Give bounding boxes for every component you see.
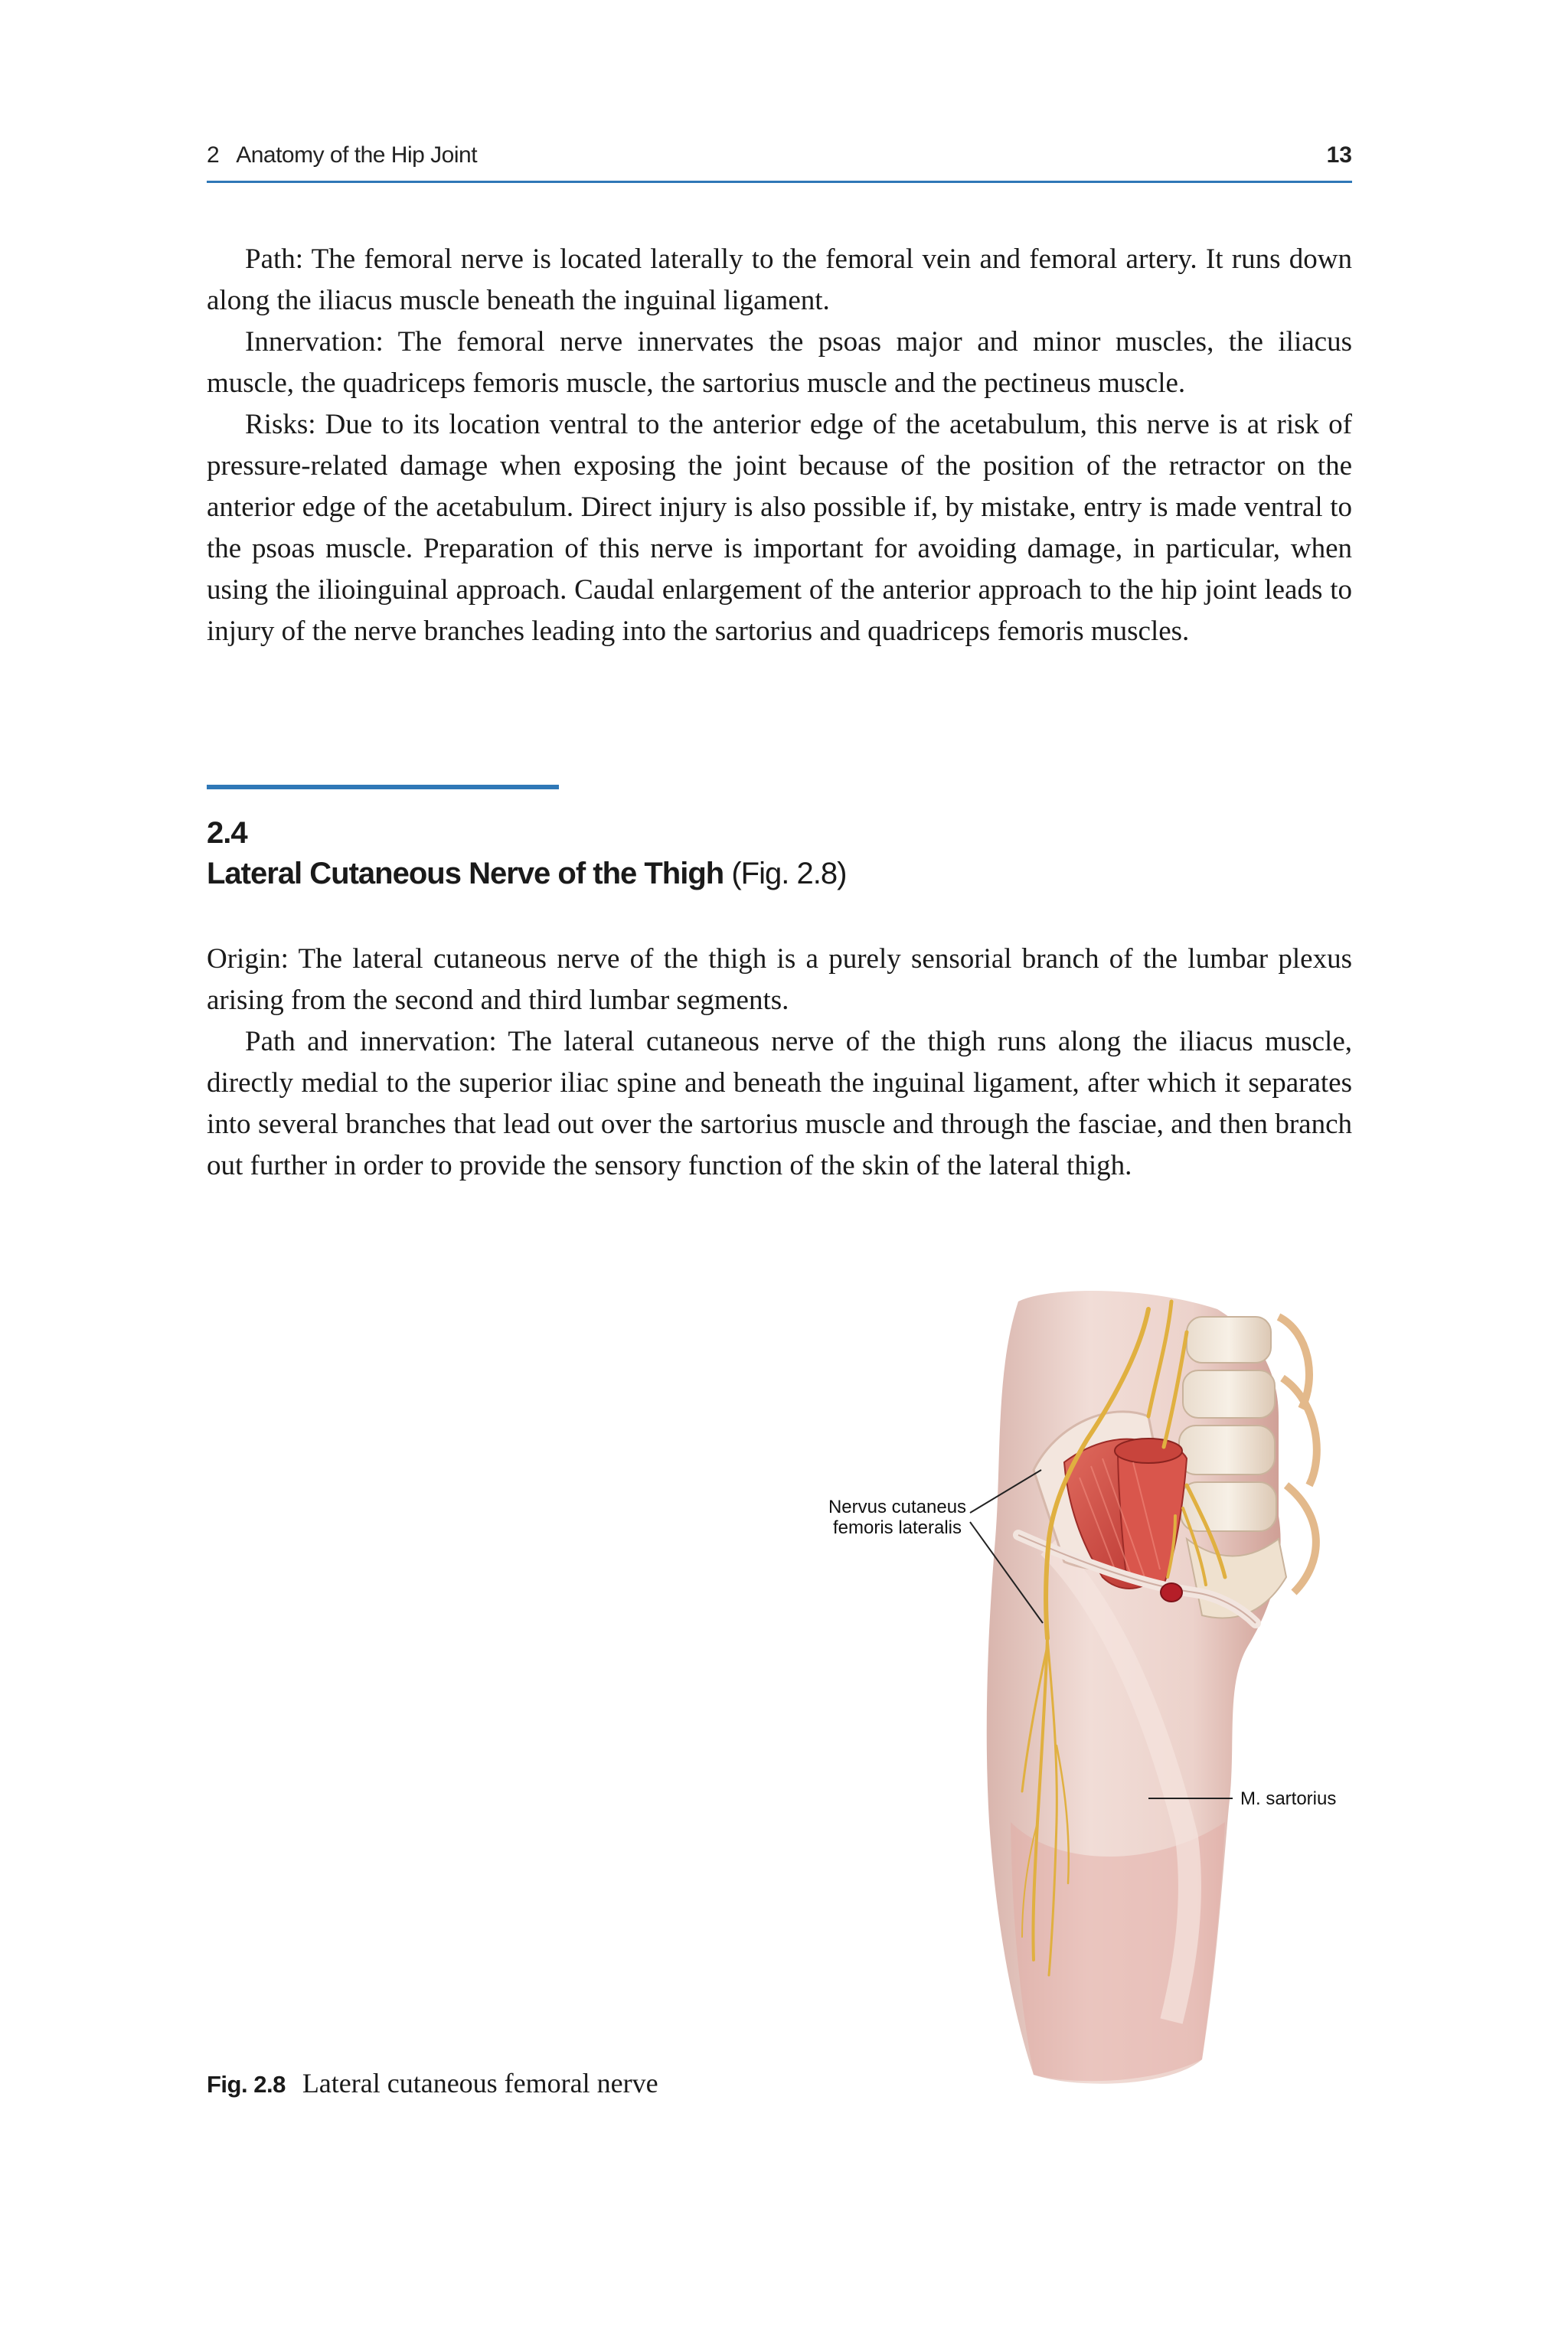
section-text xyxy=(207,939,1352,1187)
section-rule xyxy=(207,785,559,789)
label-nervus-line2: femoris lateralis xyxy=(832,1517,962,1538)
figure-caption xyxy=(207,2067,1352,2099)
paragraph-innervation: Innervation: The femoral nerve innervates the psoas major and minor muscles, the iliacus muscle, the quadriceps femoris muscle, the sartorius muscle and the pectineus muscle. xyxy=(207,326,1352,399)
chapter-number: 2 xyxy=(207,142,220,168)
label-nervus-cutaneus xyxy=(805,1497,989,1538)
caption-text: Lateral cutaneous femoral nerve xyxy=(302,2068,658,2098)
chapter-title: Anatomy of the Hip Joint xyxy=(236,142,478,168)
section-number: 2.4 xyxy=(207,816,247,850)
lumbar-spine xyxy=(1179,1317,1317,1618)
running-head-chapter xyxy=(207,142,477,168)
section-title: Lateral Cutaneous Nerve of the Thigh xyxy=(207,857,724,890)
paragraph-origin: Origin: The lateral cutaneous nerve of the thigh is a purely sensorial branch of the lumbar plexus arising from the second and third lumbar segments. xyxy=(207,943,1352,1016)
paragraph-path: Path: The femoral nerve is located laterally to the femoral vein and femoral artery. It runs down along the iliacus muscle beneath the inguinal ligament. xyxy=(207,243,1352,316)
caption-label: Fig. 2.8 xyxy=(207,2071,286,2098)
label-sartorius: M. sartorius xyxy=(1240,1788,1337,1809)
section-title-line xyxy=(207,853,1352,894)
section-figure-ref: (Fig. 2.8) xyxy=(731,857,847,890)
running-head xyxy=(207,138,1352,183)
section-heading xyxy=(207,813,1352,894)
anatomy-illustration xyxy=(789,1286,1370,2098)
paragraph-risks: Risks: Due to its location ventral to the anterior edge of the acetabulum, this nerve is at risk of pressure-related damage when exposing the joint because of the position of the retractor on the anterior edge of the acetabulum. Direct injury is also possible if, by mistake, entry is made ventral to the psoas muscle. Preparation of this nerve is important for avoiding damage, in particular, when using the ilioinguinal approach. Caudal enlargement of the anterior approach to the hip joint leads to injury of the nerve branches leading into the sartorius and quadriceps femoris muscles. xyxy=(207,409,1352,647)
figure-2-8 xyxy=(789,1286,1370,2098)
label-nervus-line1: Nervus cutaneus xyxy=(828,1497,967,1517)
paragraph-path-innervation: Path and innervation: The lateral cutaneous nerve of the thigh runs along the iliacus muscle, directly medial to the superior iliac spine and beneath the inguinal ligament, after which it separates into several branches that lead out over the sartorius muscle and through the fasciae, and then branch out further in order to provide the sensory function of the skin of the lateral thigh. xyxy=(207,1026,1352,1181)
page-number: 13 xyxy=(1326,142,1352,168)
intro-text xyxy=(207,239,1352,652)
